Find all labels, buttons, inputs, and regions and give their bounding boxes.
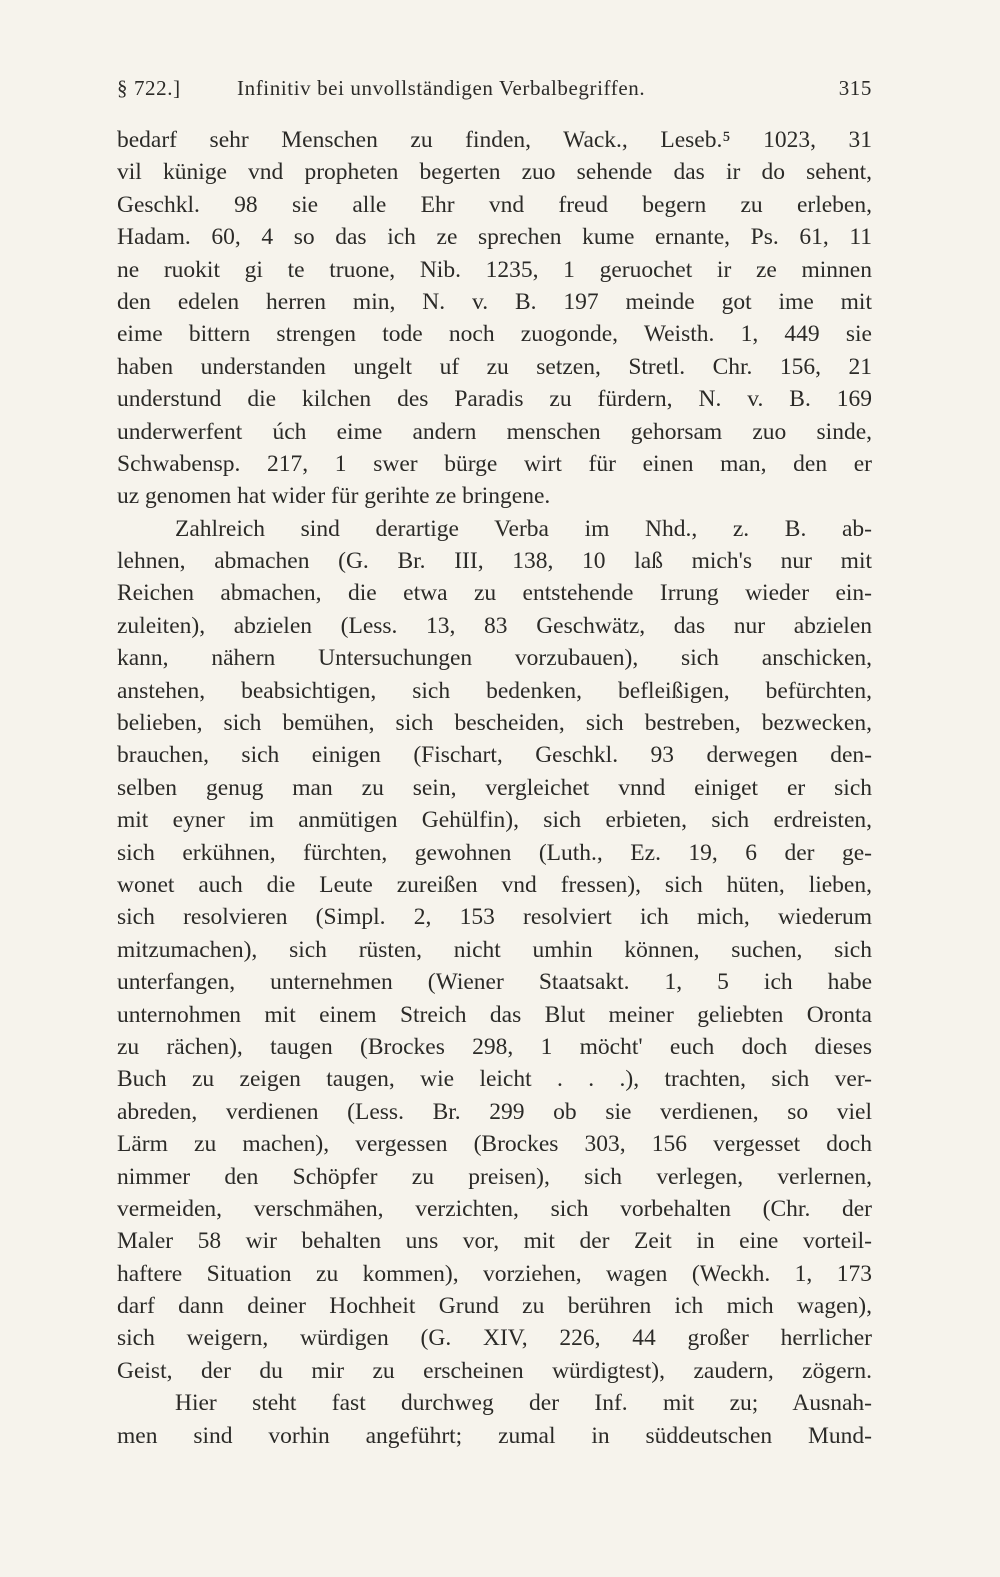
text-line: haftere Situation zu kommen), vorziehen, wagen (Weckh. 1, 173 (117, 1260, 872, 1287)
running-header (117, 76, 872, 104)
text-line: haben understanden ungelt uf zu setzen, Stretl. Chr. 156, 21 (117, 353, 872, 380)
text-line: uz genomen hat wider für gerihte ze bringene. (117, 483, 551, 510)
text-line: underwerfent úch eime andern menschen gehorsam zuo sinde, (117, 418, 872, 445)
body-text (117, 124, 872, 1452)
text-line: sich resolvieren (Simpl. 2, 153 resolviert ich mich, wiederum (117, 904, 872, 931)
text-line: Schwabensp. 217, 1 swer bürge wirt für einen man, den er (117, 450, 872, 477)
page-number: 315 (838, 76, 872, 100)
text-line: eime bittern strengen tode noch zuogonde, Weisth. 1, 449 sie (117, 321, 872, 348)
text-line: den edelen herren min, N. v. B. 197 meinde got ime mit (117, 288, 872, 315)
text-line: Geist, der du mir zu erscheinen würdigtest), zaudern, zögern. (117, 1357, 872, 1384)
text-line: vermeiden, verschmähen, verzichten, sich vorbehalten (Chr. der (117, 1195, 872, 1222)
running-title: Infinitiv bei unvollständigen Verbalbegriffen. (237, 76, 646, 100)
text-line: men sind vorhin angeführt; zumal in süddeutschen Mund- (117, 1422, 872, 1449)
text-line: zuleiten), abzielen (Less. 13, 83 Geschwätz, das nur abzielen (117, 612, 872, 639)
text-line: abreden, verdienen (Less. Br. 299 ob sie verdienen, so viel (117, 1098, 872, 1125)
text-line: selben genug man zu sein, vergleichet vnnd einiget er sich (117, 774, 872, 801)
text-line: darf dann deiner Hochheit Grund zu berühren ich mich wagen), (117, 1293, 872, 1320)
text-line: unternohmen mit einem Streich das Blut meiner geliebten Oronta (117, 1001, 872, 1028)
text-line: Geschkl. 98 sie alle Ehr vnd freud begern zu erleben, (117, 191, 872, 218)
text-line: belieben, sich bemühen, sich bescheiden, sich bestreben, bezwecken, (117, 710, 872, 737)
text-line: brauchen, sich einigen (Fischart, Geschkl. 93 derwegen den- (117, 742, 872, 769)
text-line: kann, nähern Untersuchungen vorzubauen), sich anschicken, (117, 645, 872, 672)
text-line: Maler 58 wir behalten uns vor, mit der Zeit in eine vorteil- (117, 1228, 872, 1255)
text-line: vil künige vnd propheten begerten zuo sehende das ir do sehent, (117, 159, 872, 186)
text-line: Lärm zu machen), vergessen (Brockes 303, 156 vergesset doch (117, 1131, 872, 1158)
text-line: sich weigern, würdigen (G. XIV, 226, 44 großer herrlicher (117, 1325, 872, 1352)
text-line: Reichen abmachen, die etwa zu entstehende Irrung wieder ein- (117, 580, 872, 607)
text-line: nimmer den Schöpfer zu preisen), sich verlegen, verlernen, (117, 1163, 872, 1190)
text-line: Buch zu zeigen taugen, wie leicht . . .), trachten, sich ver- (117, 1066, 872, 1093)
text-line: understund die kilchen des Paradis zu fürdern, N. v. B. 169 (117, 386, 872, 413)
text-line: ne ruokit gi te truone, Nib. 1235, 1 geruochet ir ze minnen (117, 256, 872, 283)
text-line: Hadam. 60, 4 so das ich ze sprechen kume ernante, Ps. 61, 11 (117, 224, 872, 251)
paragraph-start-line: Zahlreich sind derartige Verba im Nhd., z. B. ab- (175, 515, 872, 542)
text-line: bedarf sehr Menschen zu finden, Wack., Leseb.⁵ 1023, 31 (117, 127, 872, 153)
text-line: lehnen, abmachen (G. Br. III, 138, 10 laß mich's nur mit (117, 548, 872, 575)
paragraph-start-line: Hier steht fast durchweg der Inf. mit zu; Ausnah- (175, 1390, 872, 1417)
text-line: wonet auch die Leute zureißen vnd fressen), sich hüten, lieben, (117, 871, 872, 898)
text-line: anstehen, beabsichtigen, sich bedenken, befleißigen, befürchten, (117, 677, 872, 704)
text-line: unterfangen, unternehmen (Wiener Staatsakt. 1, 5 ich habe (117, 969, 872, 996)
text-line: mit eyner im anmütigen Gehülfin), sich erbieten, sich erdreisten, (117, 807, 872, 834)
text-line: zu rächen), taugen (Brockes 298, 1 möcht' euch doch dieses (117, 1033, 872, 1060)
text-line: mitzumachen), sich rüsten, nicht umhin können, suchen, sich (117, 936, 872, 963)
text-line: sich erkühnen, fürchten, gewohnen (Luth., Ez. 19, 6 der ge- (117, 839, 872, 866)
section-number: § 722.] (117, 76, 181, 100)
